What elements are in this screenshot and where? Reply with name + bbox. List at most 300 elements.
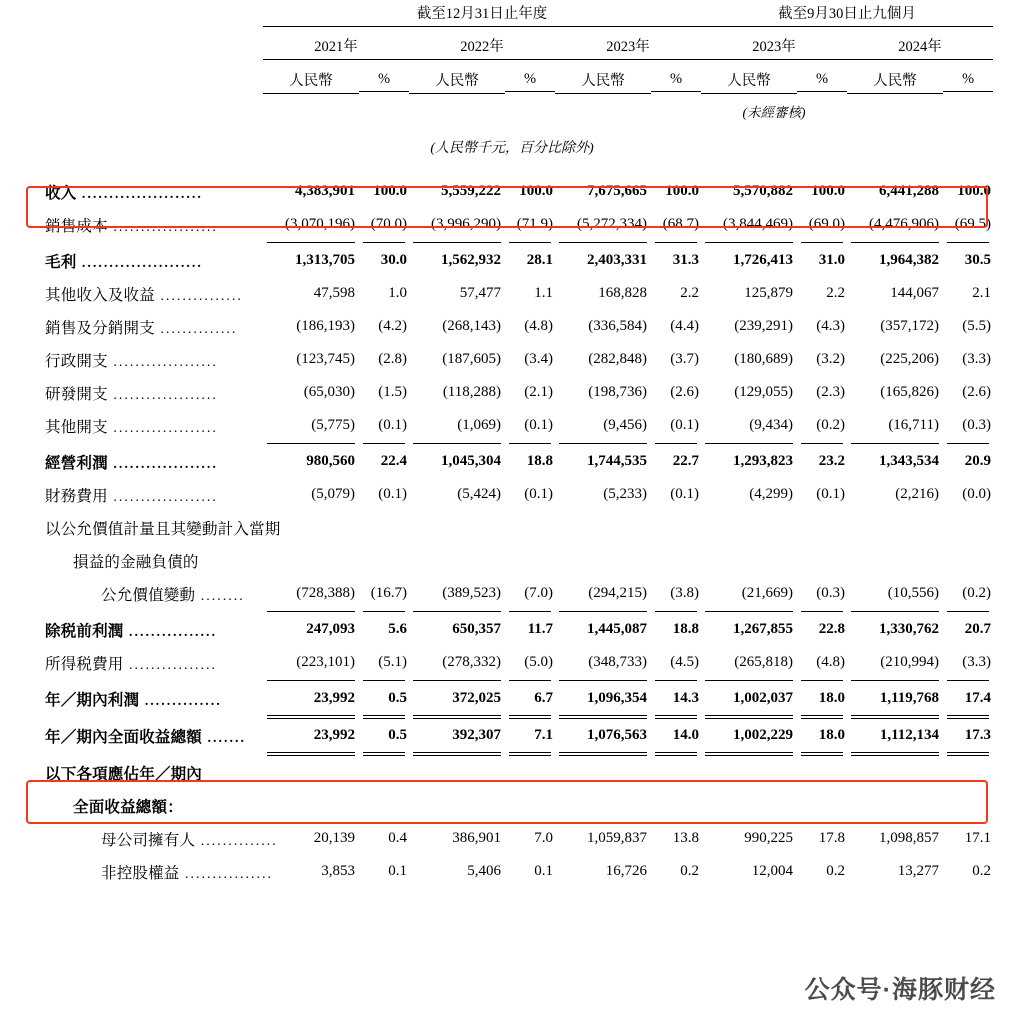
cell-percent: (68.7) <box>662 216 699 232</box>
cell-amount: 1,098,857 <box>879 830 939 846</box>
rule-line <box>851 680 939 681</box>
leader-dots: ................... <box>107 354 218 370</box>
cell-percent: (7.0) <box>524 585 553 601</box>
cell-percent: 2.2 <box>680 285 699 301</box>
cell-amount <box>409 756 505 789</box>
header-unit-cny-2023 <box>555 63 651 97</box>
header-unit-pct-2024-9m <box>943 63 993 97</box>
cell-amount: 392,307 <box>452 727 501 743</box>
cell-percent: (0.1) <box>670 417 699 433</box>
cell-amount: 23,992 <box>313 727 355 743</box>
cell-percent: (3.4) <box>524 351 553 367</box>
row-label-text: 公允價值變動 <box>101 586 196 604</box>
cell-amount: (2,216) <box>895 486 939 502</box>
cell-amount <box>847 511 943 544</box>
cell-amount <box>701 756 797 789</box>
header-year-2021 <box>263 31 409 63</box>
cell-amount: 5,559,222 <box>441 183 501 199</box>
cell-amount: 1,002,229 <box>733 727 793 743</box>
row-label <box>31 613 263 646</box>
cell-percent: 31.3 <box>672 252 699 268</box>
rule-line <box>851 443 939 444</box>
header-year-2022 <box>409 31 555 63</box>
row-label <box>31 208 263 241</box>
leader-dots: ................ <box>123 657 218 673</box>
row-label-text: 毛利 <box>45 253 77 271</box>
cell-percent: 7.1 <box>534 727 553 743</box>
leader-dots: .............. <box>195 833 278 849</box>
row-label <box>31 822 278 855</box>
cell-amount <box>701 789 797 822</box>
cell-amount <box>409 544 505 577</box>
rule <box>701 26 993 27</box>
row-label-text: 銷售及分銷開支 <box>45 319 155 337</box>
cell-percent: 100.0 <box>811 183 845 199</box>
rule-line <box>267 443 355 444</box>
rule-line <box>801 680 843 681</box>
rule-line <box>655 242 697 243</box>
row-label-text: 以公允價值計量且其變動計入當期 <box>45 520 281 538</box>
header-unit-cny-2023-9m <box>701 63 797 97</box>
rule <box>409 93 505 94</box>
cell-percent <box>359 511 409 544</box>
cell-percent: 0.5 <box>388 690 407 706</box>
cell-amount <box>847 789 943 822</box>
cell-amount: (223,101) <box>296 654 355 670</box>
cell-amount: 144,067 <box>890 285 939 301</box>
watermark: 公众号·海豚财经 <box>804 976 996 1004</box>
rule-line <box>851 242 939 243</box>
row-label-text: 所得税費用 <box>45 655 124 673</box>
cell-amount: 20,139 <box>313 830 355 846</box>
leader-dots: ................... <box>107 219 218 235</box>
cell-amount: (225,206) <box>880 351 939 367</box>
cell-percent: (0.0) <box>962 486 991 502</box>
leader-dots: ................... <box>107 387 218 403</box>
rule <box>555 59 701 60</box>
cell-amount: 7,675,665 <box>587 183 647 199</box>
cell-percent: (4.8) <box>816 654 845 670</box>
cell-percent <box>359 544 409 577</box>
cell-amount: (9,434) <box>749 417 793 433</box>
cell-amount <box>701 544 797 577</box>
row-label <box>31 756 263 789</box>
header-unit-label: % <box>669 71 683 87</box>
cell-amount: (165,826) <box>880 384 939 400</box>
header-group-ninemonth <box>701 0 993 31</box>
cell-percent <box>797 789 847 822</box>
cell-percent: 20.7 <box>964 621 991 637</box>
cell-amount: 6,441,288 <box>879 183 939 199</box>
cell-percent: (4.2) <box>378 318 407 334</box>
row-label <box>31 244 263 277</box>
cell-amount: (294,215) <box>588 585 647 601</box>
cell-percent: 30.5 <box>964 252 991 268</box>
cell-amount: (348,733) <box>588 654 647 670</box>
rule-line <box>509 242 551 243</box>
table-row <box>31 719 993 752</box>
cell-percent: 14.3 <box>672 690 699 706</box>
rule-line <box>947 611 989 612</box>
cell-amount <box>263 544 359 577</box>
rule-line <box>559 611 647 612</box>
header-unit-label: 人民幣 <box>435 73 479 89</box>
cell-percent: 100.0 <box>373 183 407 199</box>
leader-dots: ................... <box>107 456 218 472</box>
cell-amount: (123,745) <box>296 351 355 367</box>
cell-amount: 1,726,413 <box>733 252 793 268</box>
rule-line <box>947 680 989 681</box>
cell-percent: (0.3) <box>962 417 991 433</box>
cell-amount <box>555 789 651 822</box>
cell-percent <box>505 511 555 544</box>
row-label <box>31 719 263 752</box>
row-label-text: 以下各項應佔年／期內 <box>45 765 203 783</box>
row-label-text: 母公司擁有人 <box>101 831 196 849</box>
cell-amount: (268,143) <box>442 318 501 334</box>
rule-line <box>413 242 501 243</box>
cell-percent: (2.6) <box>670 384 699 400</box>
cell-percent: (5.5) <box>962 318 991 334</box>
leader-dots: ........ <box>195 588 245 604</box>
rule <box>359 91 409 92</box>
row-label-text: 其他收入及收益 <box>45 286 155 304</box>
cell-percent <box>943 511 993 544</box>
header-unaudited-row <box>31 97 993 123</box>
unaudited-note: (未經審核) <box>742 105 806 120</box>
cell-amount: (198,736) <box>588 384 647 400</box>
header-unit-label: 人民幣 <box>289 73 333 89</box>
cell-amount <box>409 511 505 544</box>
cell-amount: (3,844,469) <box>723 216 793 232</box>
row-label-text: 非控股權益 <box>101 864 180 882</box>
cell-amount: (239,291) <box>734 318 793 334</box>
header-year-2024-9m <box>847 31 993 63</box>
cell-amount: (4,299) <box>749 486 793 502</box>
cell-percent: 100.0 <box>957 183 991 199</box>
cell-amount: 1,002,037 <box>733 690 793 706</box>
cell-percent: 2.1 <box>972 285 991 301</box>
header-unit-cny-2024-9m <box>847 63 943 97</box>
cell-amount: 16,726 <box>605 863 647 879</box>
cell-amount: 2,403,331 <box>587 252 647 268</box>
cell-percent: 1.1 <box>534 285 553 301</box>
leader-dots: .............. <box>139 693 222 709</box>
rule <box>701 59 847 60</box>
leader-dots: ....... <box>202 730 247 746</box>
cell-amount: (282,848) <box>588 351 647 367</box>
rule-line <box>363 242 405 243</box>
cell-percent: 22.4 <box>380 453 407 469</box>
cell-amount: 3,853 <box>321 863 355 879</box>
cell-amount: 12,004 <box>751 863 793 879</box>
cell-percent: 2.2 <box>826 285 845 301</box>
cell-amount: (1,069) <box>457 417 501 433</box>
cell-percent: (0.1) <box>524 486 553 502</box>
table-row <box>31 445 993 478</box>
cell-percent: (69.5) <box>954 216 991 232</box>
rule-line <box>801 443 843 444</box>
table-row <box>31 789 993 822</box>
row-label-text: 全面收益總額： <box>73 798 183 816</box>
cell-amount: (3,070,196) <box>285 216 355 232</box>
cell-percent: (3.3) <box>962 654 991 670</box>
row-label <box>31 577 263 610</box>
rule-line <box>801 611 843 612</box>
cell-amount: (186,193) <box>296 318 355 334</box>
rule <box>943 91 993 92</box>
rule-line <box>851 611 939 612</box>
cell-percent: 7.0 <box>534 830 553 846</box>
table-row <box>31 682 993 715</box>
cell-amount: (21,669) <box>741 585 793 601</box>
header-unit-pct-2023 <box>651 63 701 97</box>
cell-amount: (336,584) <box>588 318 647 334</box>
rule <box>505 91 555 92</box>
row-label <box>31 343 263 376</box>
header-group-row <box>31 0 993 31</box>
rule <box>555 93 651 94</box>
cell-amount: 125,879 <box>744 285 793 301</box>
cell-amount: (3,996,290) <box>431 216 501 232</box>
row-label-text: 除税前利潤 <box>45 622 124 640</box>
rule-line <box>267 680 355 681</box>
cell-percent: (2.1) <box>524 384 553 400</box>
cell-amount: 1,096,354 <box>587 690 647 706</box>
rule-line <box>705 611 793 612</box>
cell-amount: 168,828 <box>598 285 647 301</box>
cell-percent: (0.1) <box>524 417 553 433</box>
row-label <box>31 682 263 715</box>
header-spacer <box>31 97 701 123</box>
rule <box>409 59 555 60</box>
rule-line <box>655 611 697 612</box>
cell-percent: (5.1) <box>378 654 407 670</box>
cell-percent: (70.0) <box>370 216 407 232</box>
cell-percent <box>651 789 701 822</box>
row-label-text: 年／期內利潤 <box>45 691 140 709</box>
header-group-annual <box>263 0 701 31</box>
rule-line <box>559 680 647 681</box>
table-row <box>31 613 993 646</box>
cell-amount: 13,277 <box>897 863 939 879</box>
cell-percent <box>505 544 555 577</box>
cell-amount: (187,605) <box>442 351 501 367</box>
header-year-row <box>31 31 993 63</box>
rule <box>797 91 847 92</box>
row-label <box>31 175 263 208</box>
leader-dots: ...................... <box>76 186 203 202</box>
cell-amount: 980,560 <box>306 453 355 469</box>
leader-dots: ...................... <box>76 255 203 271</box>
cell-amount: 1,330,762 <box>879 621 939 637</box>
cell-amount: (118,288) <box>442 384 501 400</box>
table-row <box>31 577 993 610</box>
cell-percent: (0.2) <box>816 417 845 433</box>
cell-amount: 1,076,563 <box>587 727 647 743</box>
table-row <box>31 343 993 376</box>
cell-amount <box>555 544 651 577</box>
header-group-annual-label: 截至12月31日止年度 <box>416 6 548 22</box>
table-row <box>31 478 993 511</box>
header-unit-row <box>31 63 993 97</box>
cell-percent: 28.1 <box>526 252 553 268</box>
cell-amount: 372,025 <box>452 690 501 706</box>
cell-percent: 17.4 <box>964 690 991 706</box>
table-header <box>31 0 993 175</box>
rule <box>651 91 701 92</box>
rule-line <box>413 611 501 612</box>
table-row <box>31 244 993 277</box>
cell-percent: (71.9) <box>516 216 553 232</box>
cell-percent: (0.1) <box>378 486 407 502</box>
cell-amount: 23,992 <box>313 690 355 706</box>
cell-percent: (0.1) <box>378 417 407 433</box>
table-row <box>31 310 993 343</box>
header-unit-label: % <box>377 71 391 87</box>
cell-percent: (3.3) <box>962 351 991 367</box>
cell-amount: (9,456) <box>603 417 647 433</box>
cell-percent: 18.8 <box>672 621 699 637</box>
cell-amount: 1,059,837 <box>587 830 647 846</box>
header-unit-pct-2022 <box>505 63 555 97</box>
cell-amount <box>555 756 651 789</box>
row-label <box>31 646 263 679</box>
cell-percent <box>651 544 701 577</box>
rule-line <box>413 443 501 444</box>
row-label-text: 年／期內全面收益總額 <box>45 728 203 746</box>
cell-amount: 1,445,087 <box>587 621 647 637</box>
cell-percent <box>797 756 847 789</box>
row-label <box>31 478 263 511</box>
cell-percent: 0.1 <box>388 863 407 879</box>
cell-percent: (4.3) <box>816 318 845 334</box>
rule-line <box>363 680 405 681</box>
cell-percent: (0.2) <box>962 585 991 601</box>
rule-line <box>363 443 405 444</box>
rule-line <box>947 443 989 444</box>
cell-percent: (2.3) <box>816 384 845 400</box>
table-body <box>31 175 993 888</box>
cell-percent: 14.0 <box>672 727 699 743</box>
table-row <box>31 544 993 577</box>
rule-line <box>655 680 697 681</box>
cell-percent: (0.1) <box>670 486 699 502</box>
currency-note: (人民幣千元，百分比除外) <box>430 141 594 156</box>
cell-amount: (10,556) <box>887 585 939 601</box>
rule-line <box>363 611 405 612</box>
header-unit-cny-2022 <box>409 63 505 97</box>
leader-dots: ................... <box>107 420 218 436</box>
row-label-text: 行政開支 <box>45 352 108 370</box>
cell-amount: (129,055) <box>734 384 793 400</box>
rule-line <box>413 680 501 681</box>
leader-dots: .............. <box>154 321 238 337</box>
header-spacer <box>31 31 263 63</box>
cell-percent: 23.2 <box>818 453 845 469</box>
leader-dots: ................ <box>179 866 274 882</box>
cell-amount: 1,343,534 <box>879 453 939 469</box>
cell-percent: 0.4 <box>388 830 407 846</box>
row-label-text: 財務費用 <box>45 487 108 505</box>
financial-table <box>31 0 993 888</box>
rule-line <box>655 443 697 444</box>
cell-percent <box>943 544 993 577</box>
header-unit-label: 人民幣 <box>727 73 771 89</box>
header-currency-note-row <box>31 123 993 175</box>
cell-amount: (210,994) <box>880 654 939 670</box>
rule-line <box>947 242 989 243</box>
cell-percent: (69.0) <box>808 216 845 232</box>
cell-amount: 1,293,823 <box>733 453 793 469</box>
cell-amount <box>847 756 943 789</box>
row-label-text: 其他開支 <box>45 418 108 436</box>
cell-amount: (16,711) <box>888 417 939 433</box>
table-row <box>31 277 993 310</box>
cell-percent <box>359 789 409 822</box>
row-label <box>31 310 263 343</box>
header-year-label: 2023年 <box>752 39 796 55</box>
row-label-text: 銷售成本 <box>45 217 108 235</box>
rule-line <box>801 242 843 243</box>
cell-percent <box>943 756 993 789</box>
cell-percent <box>651 756 701 789</box>
cell-amount: (5,775) <box>311 417 355 433</box>
row-label <box>31 544 263 577</box>
cell-percent <box>651 511 701 544</box>
cell-percent: 17.1 <box>964 830 991 846</box>
row-label <box>31 277 263 310</box>
cell-percent: 20.9 <box>964 453 991 469</box>
header-year-label: 2023年 <box>606 39 650 55</box>
header-unit-pct-2023-9m <box>797 63 847 97</box>
cell-amount: (278,332) <box>442 654 501 670</box>
row-label-text: 研發開支 <box>45 385 108 403</box>
header-spacer <box>847 97 993 123</box>
header-year-2023-9m <box>701 31 847 63</box>
cell-percent: 0.2 <box>972 863 991 879</box>
cell-percent: (16.7) <box>370 585 407 601</box>
cell-percent: 0.2 <box>826 863 845 879</box>
cell-amount: 1,964,382 <box>879 252 939 268</box>
header-unit-label: % <box>961 71 975 87</box>
cell-percent: 31.0 <box>818 252 845 268</box>
cell-amount <box>847 544 943 577</box>
cell-percent: (2.8) <box>378 351 407 367</box>
cell-percent: 100.0 <box>519 183 553 199</box>
cell-amount <box>409 789 505 822</box>
leader-dots: ................... <box>107 489 218 505</box>
cell-amount: (728,388) <box>296 585 355 601</box>
rule-line <box>705 242 793 243</box>
cell-amount: 47,598 <box>313 285 355 301</box>
cell-amount <box>263 756 359 789</box>
header-unit-label: % <box>523 71 537 87</box>
cell-amount: 247,093 <box>306 621 355 637</box>
leader-dots: ............... <box>154 288 243 304</box>
rule-line <box>705 680 793 681</box>
cell-percent: 5.6 <box>388 621 407 637</box>
header-spacer <box>31 63 263 97</box>
header-year-label: 2024年 <box>898 39 942 55</box>
cell-percent: (3.2) <box>816 351 845 367</box>
table-row <box>31 756 993 789</box>
cell-percent: (3.7) <box>670 351 699 367</box>
table-row <box>31 376 993 409</box>
cell-amount: (389,523) <box>442 585 501 601</box>
cell-amount: 1,744,535 <box>587 453 647 469</box>
rule-line <box>705 443 793 444</box>
